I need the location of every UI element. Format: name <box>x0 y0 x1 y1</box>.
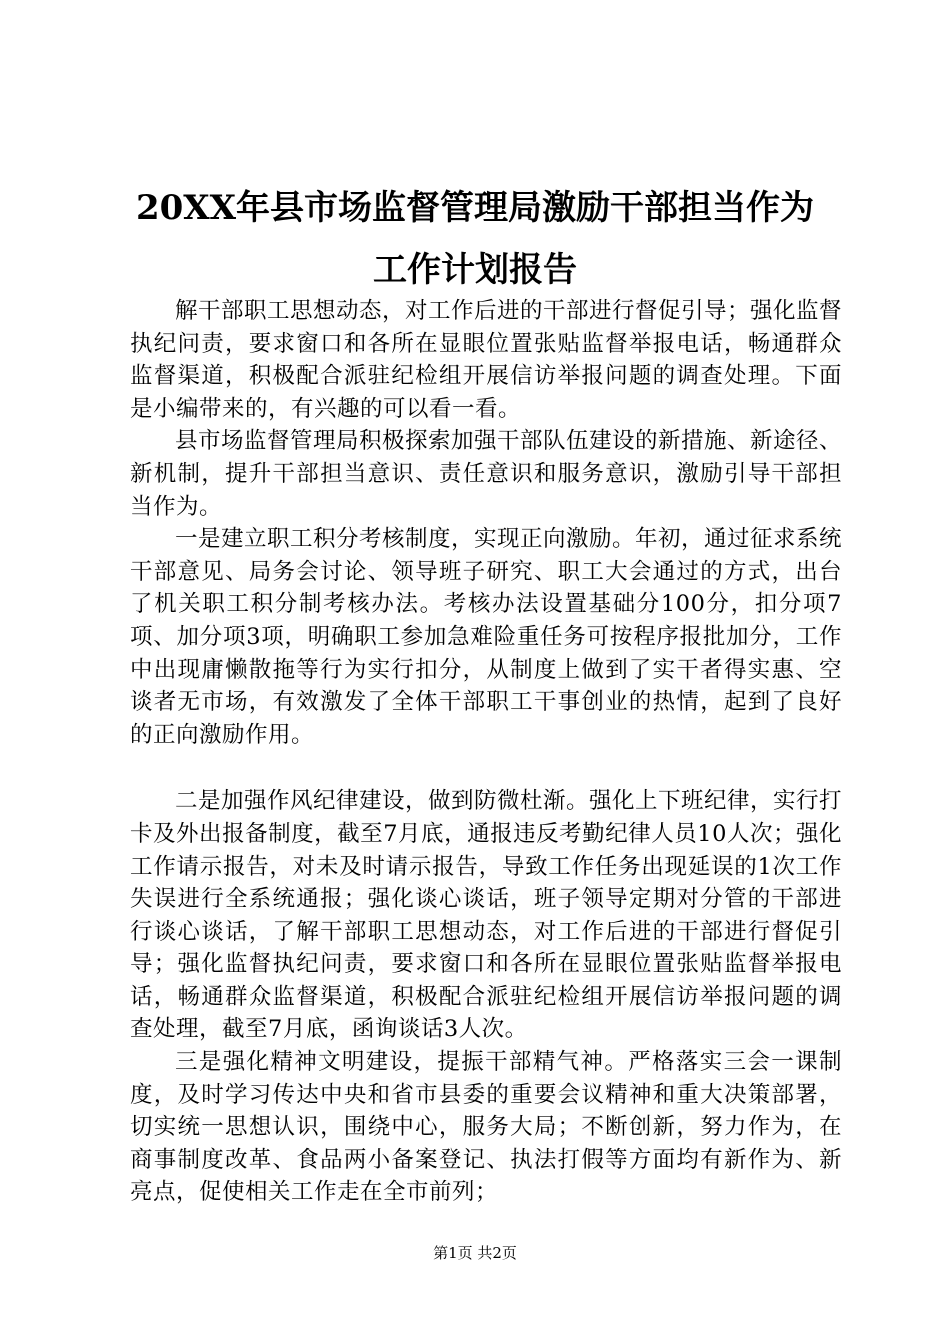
paragraph-point-three: 三是强化精神文明建设，提振干部精气神。严格落实三会一课制度，及时学习传达中央和省市县委的重要会议精神和重大决策部署，切实统一思想认识，围绕中心，服务大局；不断创新，努力作为，在商事制度改革、食品两小备案登记、执法打假等方面均有新作为、新亮点，促使相关工作走在全市前列； <box>130 1049 842 1206</box>
paragraph-point-two: 二是加强作风纪律建设，做到防微杜渐。强化上下班纪律，实行打卡及外出报备制度，截至7月底，通报违反考勤纪律人员10人次；强化工作请示报告，对未及时请示报告，导致工作任务出现延误的1次工作失误进行全系统通报；强化谈心谈话，班子领导定期对分管的干部进行谈心谈话，了解干部职工思想动态，对工作后进的干部进行督促引导；强化监督执纪问责，要求窗口和各所在显眼位置张贴监督举报电话，畅通群众监督渠道，积极配合派驻纪检组开展信访举报问题的调查处理，截至7月底，函询谈话3人次。 <box>130 788 843 1043</box>
document-body <box>130 295 842 1209</box>
paragraph-point-one: 一是建立职工积分考核制度，实现正向激励。年初，通过征求系统干部意见、局务会讨论、领导班子研究、职工大会通过的方式，出台了机关职工积分制考核办法。考核办法设置基础分100分，扣分项7项、加分项3项，明确职工参加急难险重任务可按程序报批加分，工作中出现庸懒散拖等行为实行扣分，从制度上做到了实干者得实惠、空谈者无市场，有效激发了全体干部职工干事创业的热情，起到了良好的正向激励作用。 <box>130 526 843 748</box>
document-title-line-2: 工作计划报告 <box>373 250 577 290</box>
paragraph-intro: 解干部职工思想动态，对工作后进的干部进行督促引导；强化监督执纪问责，要求窗口和各所在显眼位置张贴监督举报电话，畅通群众监督渠道，积极配合派驻纪检组开展信访举报问题的调查处理。下面是小编带来的，有兴趣的可以看一看。 <box>130 298 843 422</box>
paragraph-spacer <box>130 751 842 785</box>
document-title-line-1: 20XX年县市场监督管理局激励干部担当作为 <box>135 188 815 228</box>
paragraph-overview: 县市场监督管理局积极探索加强干部队伍建设的新措施、新途径、新机制，提升干部担当意识、责任意识和服务意识，激励引导干部担当作为。 <box>130 428 843 520</box>
page-footer: 第1页 共2页 <box>433 1244 517 1262</box>
